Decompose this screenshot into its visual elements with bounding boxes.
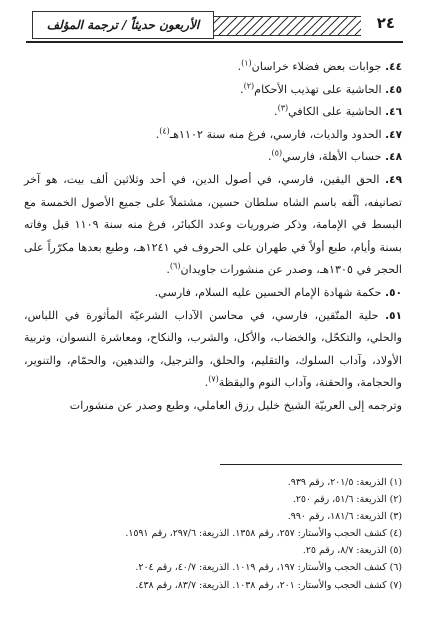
page-number: ٢٤ [376,14,395,32]
page-header [26,10,403,42]
list-item: ٤٤. جوابات بعض فضلاء خراسان$^{(١)}$. [237,58,402,73]
footnotes [24,474,402,594]
main-text [24,56,402,418]
header-ornament [211,16,361,36]
footnote: (٣) الذريعة: ١٨١/٦، رقم ٩٩٠. [287,511,402,523]
running-title: الأربعون حديثاً / ترجمة المؤلف [32,11,214,39]
footnote-separator [220,464,402,465]
list-item: ٤٥. الحاشية على تهذيب الأحكام$^{(٢)}$. [240,80,402,96]
list-item: ٤٧. الحدود والديات، فارسي، فرغ منه سنة ١١٠٢هـ$^{(٤)}$. [155,126,402,141]
closing-paragraph: وترجمه إلى العربيّة الشيخ خليل رزق العاملي، وطبع وصدر عن منشورات [69,398,402,412]
list-item: ٤٩. الحق اليقين، فارسي، في أصول الدين، في أحد وثلاثين ألف بيت، هو آخر تصانيفه، ألّفه باسم الشاه سلطان حسين، مشتملاً على جميع الأصول الخمسة مع البسط في الإمامة، وذكر ضروريات وعدد الكبائر، فرغ منه سنة ١١٠٩ قبل وفاته بسنة وأيام، طبع أولاً في طهران على الحروف في ١٢٤١هـ، وطبع بعدها مكرّراً على الحجر في ١٣٠٥هـ، وصدر عن منشورات جاويدان$^{(٦)}$. [24,172,402,277]
footnote: (٥) الذريعة: ٨/٧، رقم ٢٥. [302,545,402,557]
footnote: (١) الذريعة: ٢٠١/٥، رقم ٩٣٩. [287,477,402,488]
list-item: ٥١. حلية المتّقين، فارسي، في محاسن الآداب الشرعيّة المأثورة في اللباس، والحلي، والتكحّل، والخضاب، والأكل، والشرب، والنكاح، ومعاشرة النسوان، وتربية الأولاد، وآداب السلوك، والتقليم، والحلق، والترجيل، والتدهين، والحمّام، والتنوير، والحجامة، والحقنة، وآداب النوم واليقظة$^{(٧)}$. [24,308,402,390]
footnote: (٤) كشف الحجب والأستار: ٢٥٧، رقم ١٣٥٨. الذريعة: ٢٩٧/٦، رقم ١٥٩١. [125,528,402,540]
list-item: ٤٦. الحاشية على الكافي$^{(٣)}$. [274,103,402,119]
list-item: ٥٠. حكمة شهادة الإمام الحسين عليه السلام، فارسي. [154,285,402,299]
footnote: (٢) الذريعة: ٥١/٦، رقم ٢٥٠. [292,494,402,506]
list-item: ٤٨. حساب الأهلة، فارسي$^{(٥)}$. [267,148,402,164]
footnote: (٦) كشف الحجب والأستار: ١٩٧، رقم ١٠١٩. الذريعة: ٤٠/٧، رقم ٢٠٤. [135,562,402,574]
header-rule [26,41,403,43]
footnote: (٧) كشف الحجب والأستار: ٢٠١، رقم ١٠٣٨. الذريعة: ٨٣/٧، رقم ٤٣٨. [135,579,402,591]
